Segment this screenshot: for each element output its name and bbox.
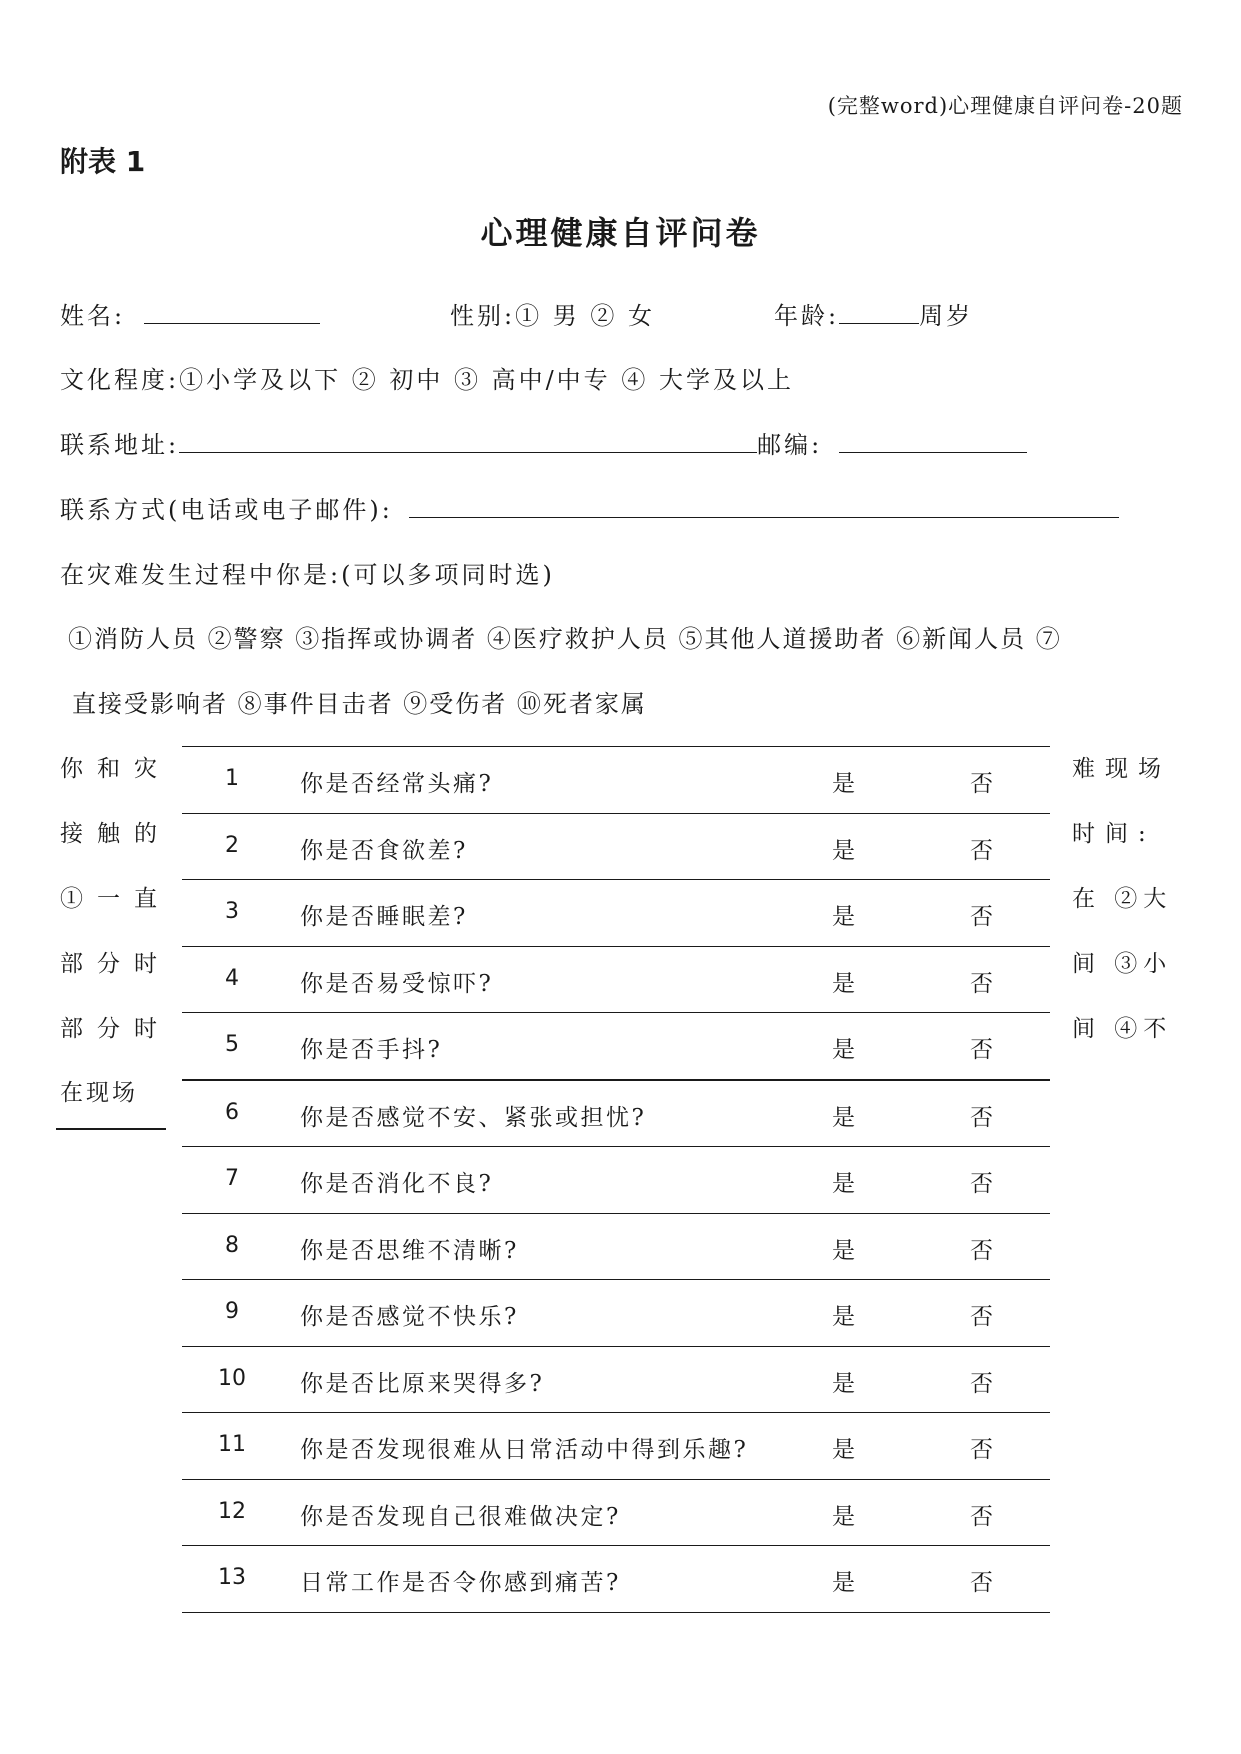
- question-number: 2: [225, 832, 239, 858]
- answer-no[interactable]: 否: [970, 771, 993, 797]
- question-number: 10: [218, 1365, 246, 1391]
- question-text: 你是否感觉不安、紧张或担忧?: [300, 1104, 647, 1131]
- name-field: [60, 296, 320, 331]
- gender-field[interactable]: 性别:① 男 ② 女: [450, 302, 655, 330]
- table-row: [182, 1412, 1050, 1479]
- role-options-line-1[interactable]: ①消防人员 ②警察 ③指挥或协调者 ④医疗救护人员 ⑤其他人道援助者 ⑥新闻人员 ⑦: [68, 625, 1062, 653]
- address-field: [60, 425, 1027, 460]
- postcode-label: 邮编:: [757, 431, 823, 459]
- answer-no[interactable]: 否: [970, 1304, 993, 1330]
- answer-yes[interactable]: 是: [832, 1237, 855, 1264]
- right-side-line-1: 难现场: [1072, 756, 1171, 782]
- role-options-line-2[interactable]: 直接受影响者 ⑧事件目击者 ⑨受伤者 ⑩死者家属: [72, 690, 647, 718]
- question-text: 日常工作是否令你感到痛苦?: [300, 1570, 621, 1596]
- answer-yes[interactable]: 是: [832, 1437, 855, 1463]
- answer-no[interactable]: 否: [970, 1171, 993, 1197]
- age-blank[interactable]: [839, 299, 919, 324]
- answer-yes[interactable]: 是: [832, 1104, 855, 1131]
- answer-yes[interactable]: 是: [832, 1503, 855, 1530]
- left-side-line-5: 部分时: [60, 1016, 171, 1042]
- table-row: [182, 746, 1050, 813]
- question-table: [182, 746, 1050, 1613]
- table-row: [182, 946, 1050, 1013]
- question-text: 你是否比原来哭得多?: [300, 1370, 545, 1397]
- question-number: 13: [218, 1565, 246, 1590]
- answer-yes[interactable]: 是: [832, 771, 855, 797]
- question-text: 你是否发现很难从日常活动中得到乐趣?: [300, 1437, 749, 1463]
- table-row: [182, 1146, 1050, 1213]
- address-label: 联系地址:: [60, 431, 180, 459]
- address-blank[interactable]: [179, 428, 757, 453]
- table-row: [182, 1479, 1050, 1546]
- answer-no[interactable]: 否: [970, 1037, 993, 1063]
- question-number: 3: [225, 899, 239, 924]
- question-text: 你是否感觉不快乐?: [300, 1304, 519, 1330]
- answer-yes[interactable]: 是: [832, 970, 855, 997]
- question-text: 你是否发现自己很难做决定?: [300, 1503, 621, 1530]
- question-text: 你是否手抖?: [300, 1037, 443, 1063]
- table-row: [182, 1079, 1050, 1147]
- question-number: 12: [218, 1498, 246, 1524]
- left-side-line-3: ①一直: [60, 886, 171, 912]
- question-number: 9: [225, 1299, 239, 1324]
- document-header-note: (完整word)心理健康自评问卷-20题: [827, 94, 1183, 118]
- contact-label: 联系方式(电话或电子邮件):: [60, 496, 393, 524]
- answer-no[interactable]: 否: [970, 904, 993, 930]
- answer-no[interactable]: 否: [970, 1570, 993, 1596]
- question-number: 8: [225, 1232, 239, 1258]
- table-row: [182, 1346, 1050, 1413]
- answer-no[interactable]: 否: [970, 837, 993, 864]
- question-number: 11: [218, 1432, 246, 1457]
- question-number: 4: [225, 965, 239, 991]
- question-text: 你是否思维不清晰?: [300, 1237, 519, 1264]
- table-row: [182, 879, 1050, 946]
- postcode-blank[interactable]: [839, 428, 1027, 453]
- table-row: [182, 813, 1050, 880]
- left-side-line-1: 你和灾: [60, 756, 171, 782]
- age-label: 年龄:: [774, 302, 840, 330]
- question-number: 6: [225, 1099, 239, 1125]
- age-field: [774, 296, 973, 331]
- left-side-line-4: 部分时: [60, 951, 171, 977]
- question-number: 5: [225, 1032, 239, 1057]
- answer-yes[interactable]: 是: [832, 1171, 855, 1197]
- question-text: 你是否易受惊吓?: [300, 970, 494, 997]
- name-label: 姓名:: [60, 302, 126, 330]
- answer-yes[interactable]: 是: [832, 1370, 855, 1397]
- left-side-underline: [56, 1128, 166, 1130]
- age-unit: 周岁: [919, 302, 974, 330]
- role-question: 在灾难发生过程中你是:(可以多项同时选): [60, 561, 555, 589]
- right-side-line-4: 间 ③小: [1072, 951, 1173, 977]
- answer-yes[interactable]: 是: [832, 1304, 855, 1330]
- answer-no[interactable]: 否: [970, 1370, 993, 1397]
- answer-no[interactable]: 否: [970, 1104, 993, 1131]
- left-side-line-2: 接触的: [60, 821, 171, 847]
- answer-no[interactable]: 否: [970, 1437, 993, 1463]
- answer-yes[interactable]: 是: [832, 904, 855, 930]
- answer-no[interactable]: 否: [970, 1237, 993, 1264]
- right-side-line-3: 在 ②大: [1072, 886, 1173, 912]
- answer-yes[interactable]: 是: [832, 837, 855, 864]
- table-row: [182, 1279, 1050, 1346]
- question-number: 1: [225, 766, 239, 791]
- contact-blank[interactable]: [409, 493, 1119, 518]
- question-text: 你是否睡眠差?: [300, 904, 468, 930]
- name-blank[interactable]: [144, 299, 320, 324]
- right-side-line-2: 时间:: [1072, 821, 1156, 847]
- right-side-line-5: 间 ④不: [1072, 1016, 1173, 1042]
- answer-no[interactable]: 否: [970, 970, 993, 997]
- appendix-label: 附表 1: [60, 145, 146, 178]
- table-row: [182, 1213, 1050, 1280]
- answer-yes[interactable]: 是: [832, 1037, 855, 1063]
- question-number: 7: [225, 1166, 239, 1191]
- question-text: 你是否消化不良?: [300, 1171, 494, 1197]
- answer-yes[interactable]: 是: [832, 1570, 855, 1596]
- table-row: [182, 1012, 1050, 1079]
- answer-no[interactable]: 否: [970, 1503, 993, 1530]
- table-row: [182, 1545, 1050, 1613]
- page-title: 心理健康自评问卷: [480, 214, 761, 252]
- question-text: 你是否食欲差?: [300, 837, 468, 864]
- left-side-line-6: 在现场: [60, 1080, 138, 1106]
- contact-field: [60, 490, 1119, 525]
- education-field[interactable]: 文化程度:①小学及以下 ② 初中 ③ 高中/中专 ④ 大学及以上: [60, 366, 794, 394]
- question-text: 你是否经常头痛?: [300, 771, 494, 797]
